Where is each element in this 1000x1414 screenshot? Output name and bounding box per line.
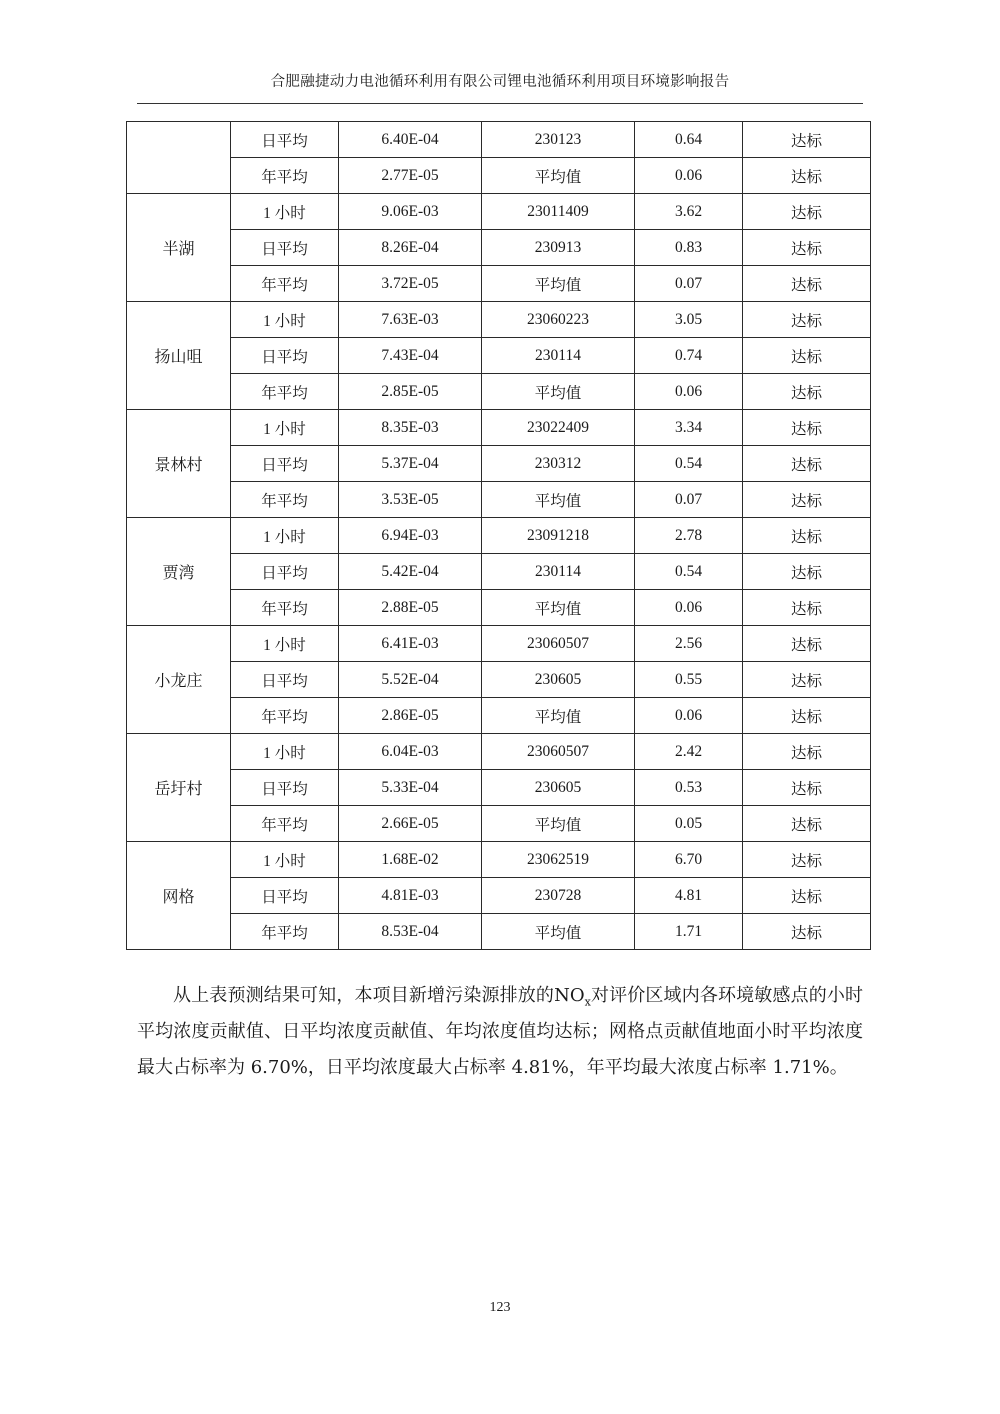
period-cell: 年平均 (231, 806, 339, 842)
status-cell: 达标 (743, 626, 871, 662)
value-cell: 2.77E-05 (339, 158, 482, 194)
period-cell: 1 小时 (231, 302, 339, 338)
period-cell: 年平均 (231, 698, 339, 734)
period-cell: 日平均 (231, 338, 339, 374)
time-cell: 平均值 (482, 806, 635, 842)
ratio-cell: 6.70 (635, 842, 743, 878)
ratio-cell: 2.42 (635, 734, 743, 770)
site-name-cell (127, 122, 231, 194)
time-cell: 平均值 (482, 698, 635, 734)
conclusion-text-1: 从上表预测结果可知，本项目新增污染源排放的 (173, 985, 555, 1006)
value-cell: 1.68E-02 (339, 842, 482, 878)
table-row (127, 266, 871, 302)
page-header: 合肥融捷动力电池循环利用有限公司锂电池循环利用项目环境影响报告 (270, 74, 730, 90)
ratio-cell: 0.07 (635, 266, 743, 302)
value-cell: 2.86E-05 (339, 698, 482, 734)
site-name-cell: 半湖 (127, 194, 231, 302)
table-row (127, 230, 871, 266)
ratio-cell: 0.64 (635, 122, 743, 158)
table-row (127, 770, 871, 806)
ratio-cell: 0.07 (635, 482, 743, 518)
table-row (127, 158, 871, 194)
table-row (127, 482, 871, 518)
value-cell: 7.63E-03 (339, 302, 482, 338)
site-name-cell: 小龙庄 (127, 626, 231, 734)
table-row (127, 194, 871, 230)
status-cell: 达标 (743, 554, 871, 590)
table-row (127, 734, 871, 770)
table-row (127, 590, 871, 626)
ratio-cell: 3.34 (635, 410, 743, 446)
site-name-cell: 岳圩村 (127, 734, 231, 842)
ratio-cell: 2.78 (635, 518, 743, 554)
period-cell: 1 小时 (231, 518, 339, 554)
chem-subscript: x (584, 995, 591, 1009)
table-row (127, 374, 871, 410)
time-cell: 230123 (482, 122, 635, 158)
time-cell: 230114 (482, 554, 635, 590)
site-name-cell: 景林村 (127, 410, 231, 518)
status-cell: 达标 (743, 698, 871, 734)
ratio-cell: 0.06 (635, 158, 743, 194)
table-row (127, 446, 871, 482)
period-cell: 日平均 (231, 446, 339, 482)
value-cell: 6.94E-03 (339, 518, 482, 554)
header-divider (137, 103, 863, 104)
period-cell: 年平均 (231, 266, 339, 302)
value-cell: 6.41E-03 (339, 626, 482, 662)
table-row (127, 662, 871, 698)
time-cell: 230605 (482, 662, 635, 698)
value-cell: 7.43E-04 (339, 338, 482, 374)
value-cell: 2.88E-05 (339, 590, 482, 626)
conclusion-paragraph (137, 978, 863, 1086)
status-cell: 达标 (743, 518, 871, 554)
status-cell: 达标 (743, 338, 871, 374)
site-name-cell: 贾湾 (127, 518, 231, 626)
period-cell: 年平均 (231, 914, 339, 950)
status-cell: 达标 (743, 194, 871, 230)
ratio-cell: 0.53 (635, 770, 743, 806)
page-number: 123 (489, 1300, 511, 1315)
time-cell: 平均值 (482, 374, 635, 410)
table-row (127, 626, 871, 662)
time-cell: 23060507 (482, 734, 635, 770)
status-cell: 达标 (743, 878, 871, 914)
value-cell: 9.06E-03 (339, 194, 482, 230)
time-cell: 平均值 (482, 266, 635, 302)
ratio-cell: 0.05 (635, 806, 743, 842)
status-cell: 达标 (743, 662, 871, 698)
concentration-table (126, 121, 871, 950)
period-cell: 年平均 (231, 482, 339, 518)
status-cell: 达标 (743, 158, 871, 194)
time-cell: 平均值 (482, 914, 635, 950)
ratio-cell: 3.05 (635, 302, 743, 338)
period-cell: 年平均 (231, 590, 339, 626)
time-cell: 平均值 (482, 482, 635, 518)
value-cell: 4.81E-03 (339, 878, 482, 914)
time-cell: 平均值 (482, 590, 635, 626)
time-cell: 230728 (482, 878, 635, 914)
value-cell: 5.52E-04 (339, 662, 482, 698)
period-cell: 1 小时 (231, 734, 339, 770)
table-row (127, 518, 871, 554)
table-body (127, 122, 871, 950)
time-cell: 23062519 (482, 842, 635, 878)
chem-formula: NO (554, 985, 585, 1006)
status-cell: 达标 (743, 734, 871, 770)
table-row (127, 302, 871, 338)
value-cell: 5.33E-04 (339, 770, 482, 806)
status-cell: 达标 (743, 806, 871, 842)
value-cell: 2.85E-05 (339, 374, 482, 410)
period-cell: 日平均 (231, 122, 339, 158)
table-row (127, 914, 871, 950)
time-cell: 23022409 (482, 410, 635, 446)
ratio-cell: 0.74 (635, 338, 743, 374)
value-cell: 8.26E-04 (339, 230, 482, 266)
table-row (127, 806, 871, 842)
ratio-cell: 0.06 (635, 374, 743, 410)
table-row (127, 338, 871, 374)
ratio-cell: 0.06 (635, 698, 743, 734)
ratio-cell: 0.06 (635, 590, 743, 626)
time-cell: 230114 (482, 338, 635, 374)
ratio-cell: 0.54 (635, 554, 743, 590)
period-cell: 1 小时 (231, 626, 339, 662)
time-cell: 平均值 (482, 158, 635, 194)
ratio-cell: 1.71 (635, 914, 743, 950)
status-cell: 达标 (743, 842, 871, 878)
time-cell: 230605 (482, 770, 635, 806)
period-cell: 年平均 (231, 374, 339, 410)
time-cell: 230312 (482, 446, 635, 482)
table-row (127, 410, 871, 446)
status-cell: 达标 (743, 914, 871, 950)
ratio-cell: 2.56 (635, 626, 743, 662)
time-cell: 23011409 (482, 194, 635, 230)
time-cell: 230913 (482, 230, 635, 266)
period-cell: 日平均 (231, 770, 339, 806)
status-cell: 达标 (743, 302, 871, 338)
table-row (127, 698, 871, 734)
period-cell: 1 小时 (231, 410, 339, 446)
time-cell: 23091218 (482, 518, 635, 554)
status-cell: 达标 (743, 482, 871, 518)
table-row (127, 554, 871, 590)
value-cell: 2.66E-05 (339, 806, 482, 842)
value-cell: 3.53E-05 (339, 482, 482, 518)
value-cell: 6.04E-03 (339, 734, 482, 770)
value-cell: 3.72E-05 (339, 266, 482, 302)
value-cell: 5.42E-04 (339, 554, 482, 590)
status-cell: 达标 (743, 230, 871, 266)
ratio-cell: 0.54 (635, 446, 743, 482)
status-cell: 达标 (743, 446, 871, 482)
ratio-cell: 3.62 (635, 194, 743, 230)
time-cell: 23060507 (482, 626, 635, 662)
status-cell: 达标 (743, 374, 871, 410)
site-name-cell: 网格 (127, 842, 231, 950)
ratio-cell: 0.55 (635, 662, 743, 698)
status-cell: 达标 (743, 770, 871, 806)
period-cell: 日平均 (231, 230, 339, 266)
status-cell: 达标 (743, 266, 871, 302)
period-cell: 日平均 (231, 554, 339, 590)
status-cell: 达标 (743, 122, 871, 158)
time-cell: 23060223 (482, 302, 635, 338)
ratio-cell: 4.81 (635, 878, 743, 914)
value-cell: 5.37E-04 (339, 446, 482, 482)
period-cell: 日平均 (231, 662, 339, 698)
value-cell: 8.35E-03 (339, 410, 482, 446)
conclusion-text-2: 对评价区域内各环境敏感点的小时平均浓度贡献值、日平均浓度贡献值、年均浓度值均达标；网格点贡献值地面小时平均浓度最大占标率为 6.70%，日平均浓度最大占标率 4.81%，年平均最大浓度占标率 1.71%。 (137, 985, 864, 1078)
status-cell: 达标 (743, 410, 871, 446)
period-cell: 日平均 (231, 878, 339, 914)
value-cell: 6.40E-04 (339, 122, 482, 158)
period-cell: 1 小时 (231, 194, 339, 230)
table-row (127, 878, 871, 914)
value-cell: 8.53E-04 (339, 914, 482, 950)
period-cell: 1 小时 (231, 842, 339, 878)
status-cell: 达标 (743, 590, 871, 626)
site-name-cell: 扬山咀 (127, 302, 231, 410)
table-row (127, 122, 871, 158)
table-row (127, 842, 871, 878)
period-cell: 年平均 (231, 158, 339, 194)
ratio-cell: 0.83 (635, 230, 743, 266)
